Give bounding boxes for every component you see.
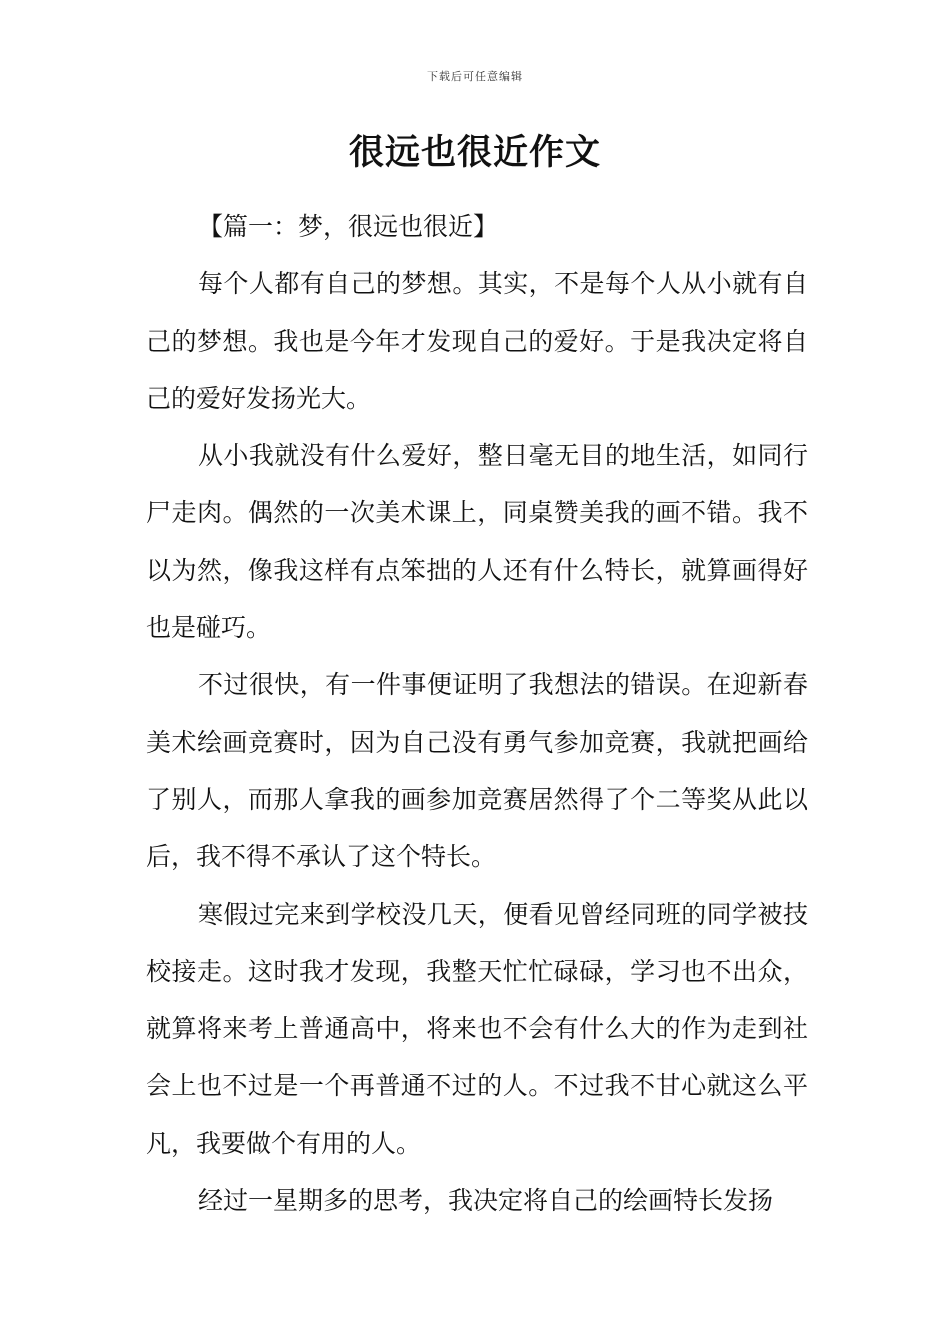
paragraph-2: 从小我就没有什么爱好，整日毫无目的地生活，如同行尸走肉。偶然的一次美术课上，同桌赞美我的画不错。我不以为然，像我这样有点笨拙的人还有什么特长，就算画得好也是碰巧。 [146,441,808,643]
header-note: 下载后可任意编辑 [427,70,523,83]
paragraph-3: 不过很快，有一件事便证明了我想法的错误。在迎新春美术绘画竞赛时，因为自己没有勇气参加竞赛，我就把画给了别人，而那人拿我的画参加竞赛居然得了个二等奖从此以后，我不得不承认了这个特长。 [146,670,808,872]
paragraph-4: 寒假过完来到学校没几天，便看见曾经同班的同学被技校接走。这时我才发现，我整天忙忙碌碌，学习也不出众，就算将来考上普通高中，将来也不会有什么大的作为走到社会上也不过是一个再普通不过的人。不过我不甘心就这么平凡，我要做个有用的人。 [146,899,808,1158]
page-title: 很远也很近作文 [348,132,601,173]
paragraph-1: 每个人都有自己的梦想。其实，不是每个人从小就有自己的梦想。我也是今年才发现自己的爱好。于是我决定将自己的爱好发扬光大。 [146,269,808,413]
paragraph-5: 经过一星期多的思考，我决定将自己的绘画特长发扬 [198,1186,774,1216]
article-body [146,198,808,1229]
section-heading: 【篇一：梦，很远也很近】 [198,212,499,241]
